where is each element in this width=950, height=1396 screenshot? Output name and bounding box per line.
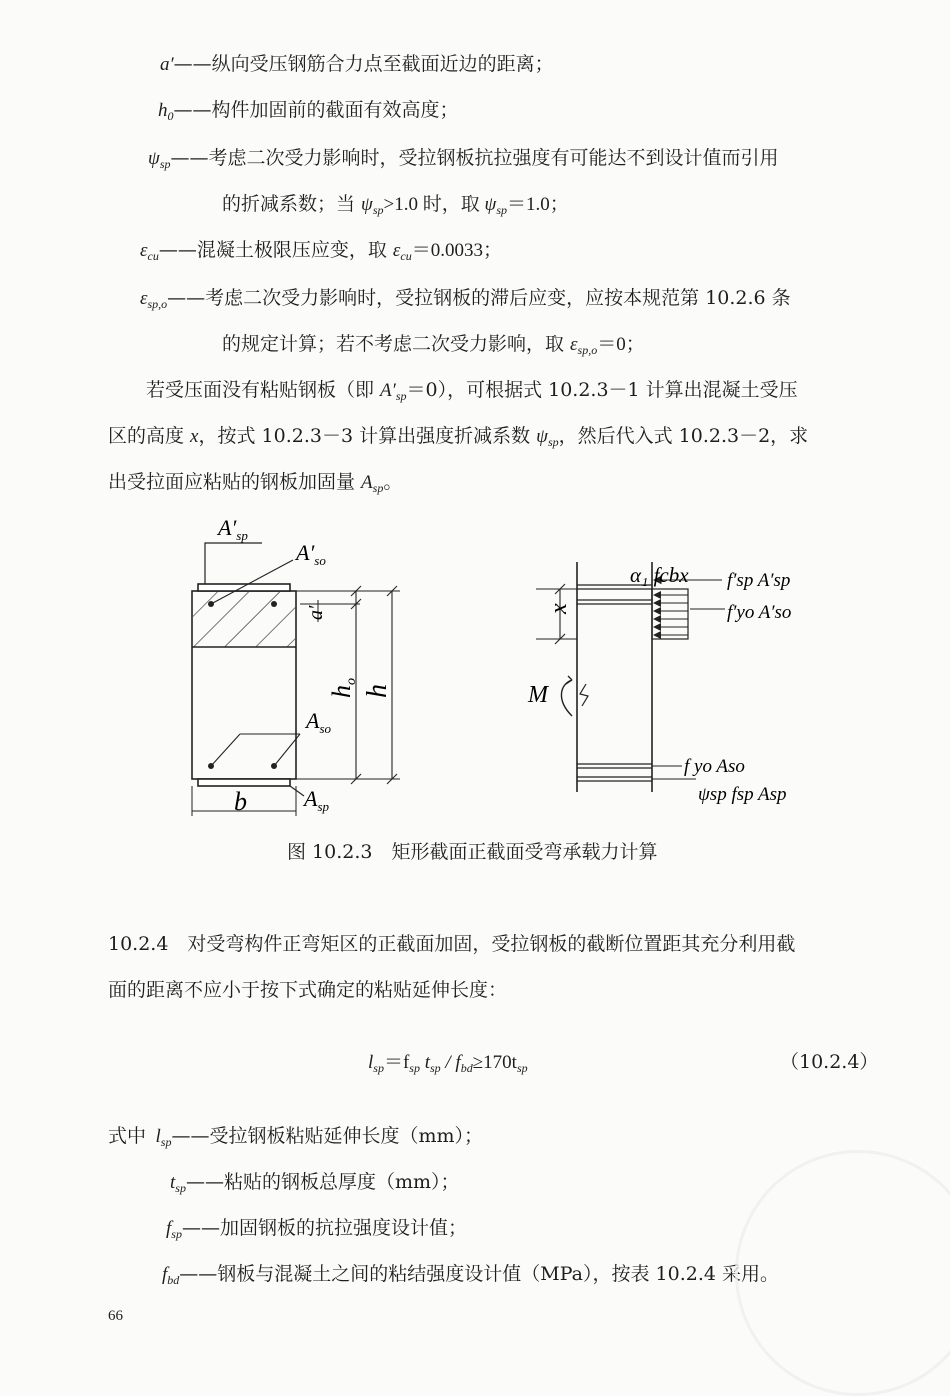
where-fsp-sub: sp: [171, 1227, 182, 1241]
para1-text2b: ，按式 10.2.3－3 计算出强度折减系数: [198, 425, 537, 447]
def-h0-text: ——构件加固前的截面有效高度；: [173, 99, 459, 121]
sec-10-2-4-line2: 面的距离不应小于按下式确定的粘贴延伸长度：: [108, 979, 508, 1001]
label-h0: ho: [327, 678, 359, 698]
label-a-prime: a′: [305, 605, 327, 620]
where-tsp-sym: t: [170, 1172, 176, 1193]
stress-block: [652, 589, 688, 639]
symbol-psi-inline2-sub: sp: [496, 203, 507, 217]
where-lsp-sym: l: [146, 1126, 161, 1147]
symbol-psi-sub: sp: [159, 157, 171, 171]
equation-10-2-4: [368, 1050, 528, 1080]
symbol-A-sp: A: [361, 472, 373, 493]
def-eps-spo-text2a: 的规定计算；若不考虑二次受力影响，取: [222, 333, 571, 355]
label-Asp-top: $A'_{sp}$: [218, 515, 248, 543]
def-eps-cu: [140, 238, 502, 268]
def-psi-sp-text1: ——考虑二次受力影响时，受拉钢板抗拉强度有可能达不到设计值而引用: [170, 147, 779, 169]
def-a-prime: [160, 52, 554, 77]
eq-l-sub: sp: [373, 1061, 384, 1075]
symbol-a-prime: a′: [160, 54, 174, 75]
top-steel-plate: [198, 584, 290, 591]
cross-section: [192, 515, 400, 816]
def-eps-cu-text: ——混凝土极限压应变，取: [158, 239, 393, 261]
def-h0: [158, 98, 459, 128]
def-eps-cu-value: ＝0.0033；: [411, 240, 502, 261]
figure-10-2-3: [0, 505, 950, 825]
where-fbd: [162, 1262, 779, 1292]
symbol-eps-spo-sub: sp,o: [147, 297, 168, 311]
def-psi-sp-text2c: ＝1.0；: [506, 194, 569, 215]
label-Aso-top: $A'_{so}$: [296, 540, 326, 568]
where-tsp: [170, 1170, 460, 1200]
where-lsp-sub: sp: [160, 1135, 172, 1149]
para1-text2a: 区的高度: [108, 425, 191, 447]
para1-text1a: 若受压面没有粘贴钢板（即: [146, 379, 381, 401]
eq-f-sub: sp: [409, 1061, 420, 1075]
symbol-psi-inline2: ψ: [484, 194, 497, 215]
label-fyo-Aso-bottom: f yo Aso: [684, 756, 745, 777]
symbol-h: h: [158, 100, 168, 121]
def-psi-sp-text2b: >1.0 时，取: [383, 194, 485, 215]
watermark-seal: [735, 1150, 950, 1396]
eq-slash-f: / f: [440, 1052, 461, 1073]
def-eps-spo-text1: ——考虑二次受力影响时，受拉钢板的滞后应变，应按本规范第 10.2.6 条: [167, 287, 791, 309]
def-eps-spo-line1: [140, 286, 791, 316]
def-psi-sp-line1: [148, 146, 779, 176]
para1-line1: [146, 378, 798, 408]
eq-t-sub: sp: [429, 1061, 441, 1075]
compression-zone-hatch: [193, 592, 295, 647]
eq-equals-f: ＝f: [383, 1052, 410, 1073]
symbol-eps-spo: ε: [140, 288, 148, 309]
where-fsp-sym: f: [166, 1218, 172, 1239]
symbol-eps-sub: cu: [147, 249, 159, 263]
eq-ge-170t: ≥170t: [472, 1052, 517, 1073]
leader-Asp-bottom: [290, 786, 304, 796]
label-concrete-force: α₁ fcbx: [630, 563, 689, 587]
label-Aso: $A_{so}$: [306, 708, 332, 736]
para1-text1b: ＝0），可根据式 10.2.3－1 计算出混凝土受压: [406, 379, 798, 401]
stress-diagram: [527, 562, 791, 805]
bottom-steel-plate: [198, 779, 290, 786]
label-M: M: [528, 682, 548, 708]
equation-number: （10.2.4）: [780, 1051, 879, 1073]
para1-text3b: 。: [383, 471, 403, 493]
label-fsp-Asp-top: f′sp A′sp: [727, 570, 791, 591]
label-x: x: [546, 603, 572, 614]
eq-t2-sub: sp: [516, 1061, 528, 1075]
symbol-psi-para-sub: sp: [547, 435, 559, 449]
symbol-eps-spo-inline: ε: [570, 334, 578, 355]
figure-caption: 图 10.2.3 矩形截面正截面受弯承载力计算: [287, 841, 658, 863]
where-fsp-text: ——加固钢板的抗拉强度设计值；: [181, 1217, 467, 1239]
where-fbd-sub: bd: [167, 1273, 180, 1287]
moment-arc: [561, 680, 572, 716]
symbol-A-sp-sub: sp: [372, 481, 384, 495]
para1-text2c: ，然后代入式 10.2.3－2，求: [558, 425, 809, 447]
symbol-psi-inline-sub: sp: [372, 203, 384, 217]
def-psi-sp-text2a: 的折减系数；当: [222, 193, 362, 215]
eq-l: l: [368, 1052, 374, 1073]
where-tsp-sub: sp: [175, 1181, 186, 1195]
label-Asp-bottom: $A_{sp}$: [304, 786, 330, 814]
break-mark: [580, 684, 588, 706]
where-lsp-text: ——受拉钢板粘贴延伸长度（mm）；: [171, 1125, 484, 1147]
where-fsp: [166, 1216, 467, 1246]
symbol-psi-inline: ψ: [361, 194, 373, 215]
label-fyo-Aso-top: f′yo A′so: [727, 602, 792, 623]
eq-fbd-sub: bd: [460, 1061, 473, 1075]
def-eps-spo-line2: [222, 332, 645, 362]
para1-text3a: 出受拉面应粘贴的钢板加固量: [108, 471, 362, 493]
label-h: h: [362, 684, 393, 698]
symbol-A-prime-sp-sub: sp: [395, 389, 407, 403]
label-psi-fsp-Asp: ψsp fsp Asp: [698, 784, 787, 805]
where-fbd-sym: f: [162, 1264, 168, 1285]
def-eps-spo-text2b: ＝0；: [597, 334, 645, 355]
where-tsp-text: ——粘贴的钢板总厚度（mm）；: [185, 1171, 460, 1193]
para1-line2: [108, 424, 808, 454]
eq-t: t: [419, 1052, 430, 1073]
top-bar-right: [271, 601, 277, 607]
sec-10-2-4-line1: 10.2.4 对受弯构件正弯矩区的正截面加固，受拉钢板的截断位置距其充分利用截: [108, 933, 796, 955]
para1-line3: [108, 470, 402, 500]
where-lsp: [108, 1124, 483, 1154]
leader-Asp-top: [205, 543, 262, 584]
symbol-psi-para: ψ: [536, 426, 548, 447]
leader-Aso-left: [211, 734, 240, 766]
def-a-prime-text: ——纵向受压钢筋合力点至截面近边的距离；: [173, 53, 554, 75]
def-psi-sp-line2: [222, 192, 569, 222]
label-b: b: [234, 787, 247, 816]
symbol-eps-spo-inline-sub: sp,o: [577, 343, 598, 357]
where-fbd-text: ——钢板与混凝土之间的粘结强度设计值（MPa），按表 10.2.4 采用。: [179, 1263, 780, 1285]
symbol-psi: ψ: [148, 148, 160, 169]
where-lead: 式中: [108, 1125, 147, 1147]
symbol-eps-inline: ε: [392, 240, 401, 261]
symbol-x: x: [190, 426, 199, 447]
symbol-eps: ε: [140, 240, 148, 261]
page-number: 66: [108, 1308, 123, 1324]
symbol-h-sub: 0: [167, 109, 174, 123]
symbol-eps-inline-sub: cu: [400, 249, 412, 263]
symbol-A-prime-sp: A′: [380, 380, 396, 401]
